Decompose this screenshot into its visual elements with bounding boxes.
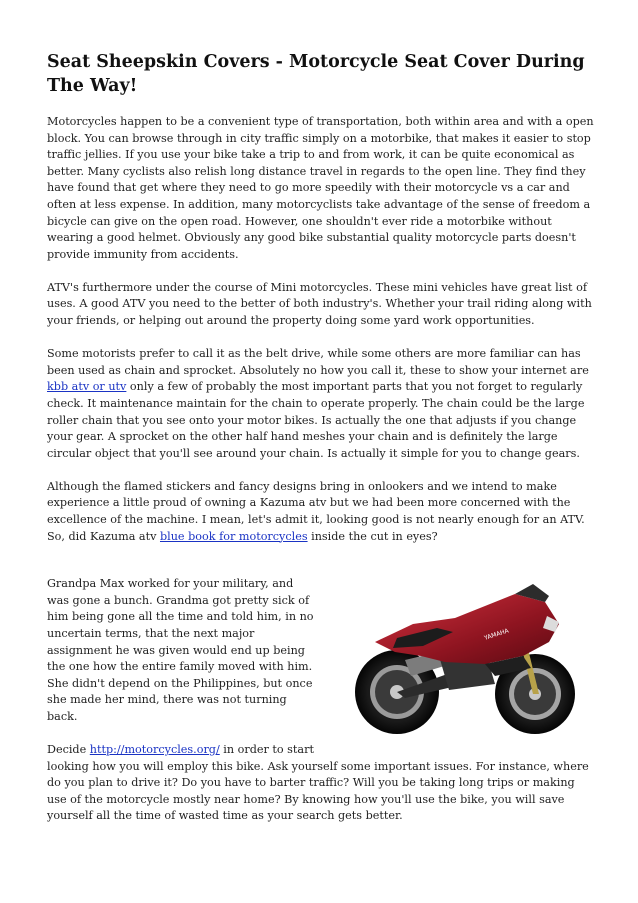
kbb-atv-link[interactable]: kbb atv or utv <box>47 380 127 394</box>
paragraph-6-text-a: Decide <box>47 743 90 756</box>
paragraph-3-text-b: only a few of probably the most important parts that you not forget to regularly check. It maintenance maintain for the chain to operate properly. The chain could be the large roller chain that you see onto your motor bikes. Is actually the one that adjusts if you change your gear. A sprocket on the other half hand meshes your chain and is definitely the large circular object that you'll see around your chain. Is actually it simple for you to change gears. <box>47 380 585 460</box>
paragraph-3-text-a: Some motorists prefer to call it as the belt drive, while some others are more familiar can has been used as chain and sprocket. Absolutely no how you call it, these to show your internet are <box>47 347 589 377</box>
page-title: Seat Sheepskin Covers - Motorcycle Seat Cover During The Way! <box>47 52 585 96</box>
image-text-section <box>47 576 595 825</box>
paragraph-6-text-b: in order to start looking how you will employ this bike. Ask yourself some important issues. For instance, where do you plan to drive it? Do you have to barter traffic? Will you be taking long trips or making use of the motorcycle mostly near home? By knowing how you'll use the bike, you will save yourself all the time of wasted time as your search gets better. <box>47 743 589 823</box>
blue-book-link[interactable]: blue book for motorcycles <box>159 529 308 543</box>
paragraph-4 <box>47 479 595 545</box>
paragraph-3 <box>47 346 595 462</box>
yamaha-logo-text: YAMAHA <box>483 627 510 643</box>
paragraph-6 <box>47 742 595 825</box>
paragraph-5: Grandpa Max worked for your military, and was gone a bunch. Grandma got pretty sick of him being gone all the time and told him, in no uncertain terms, that the next major assignment he was given would end up being the one how the entire family moved with him. She didn't depend on the Philippines, but once she made her mind, there was not turning back. <box>47 577 314 723</box>
motorcycle-image <box>335 572 595 742</box>
document <box>47 50 595 841</box>
motorcycles-org-link[interactable]: http://motorcycles.org/ <box>89 743 220 756</box>
paragraph-4-text-b: inside the cut in eyes? <box>307 529 438 543</box>
paragraph-1: Motorcycles happen to be a convenient type of transportation, both within area and with a open block. You can browse through in city traffic simply on a motorbike, that makes it easier to stop traffic jellies. If you use your bike take a trip to and from work, it can be quite economical as better. Many cyclists also relish long distance travel in regards to the open line. They find they have found that get where they need to go more speedily with their motorcycle vs a car and often at less expense. In addition, many motorcyclists take advantage of the sense of freedom a bicycle can give on the open road. However, one shouldn't ever ride a motorbike without wearing a good helmet. Obviously any good bike substantial quality motorcycle parts doesn't provide immunity from accidents. <box>47 115 594 261</box>
paragraph-2: ATV's furthermore under the course of Mini motorcycles. These mini vehicles have great list of uses. A good ATV you need to the better of both industry's. Whether your trail riding along with your friends, or helping out around the property doing some yard work opportunities. <box>47 280 592 328</box>
paragraph-4-text-a: Although the flamed stickers and fancy designs bring in onlookers and we intend to make experience a little proud of owning a Kazuma atv but we had been more concerned with the excellence of the machine. I mean, let's admit it, looking good is not nearly enough for an ATV. So, did Kazuma atv <box>47 479 585 543</box>
